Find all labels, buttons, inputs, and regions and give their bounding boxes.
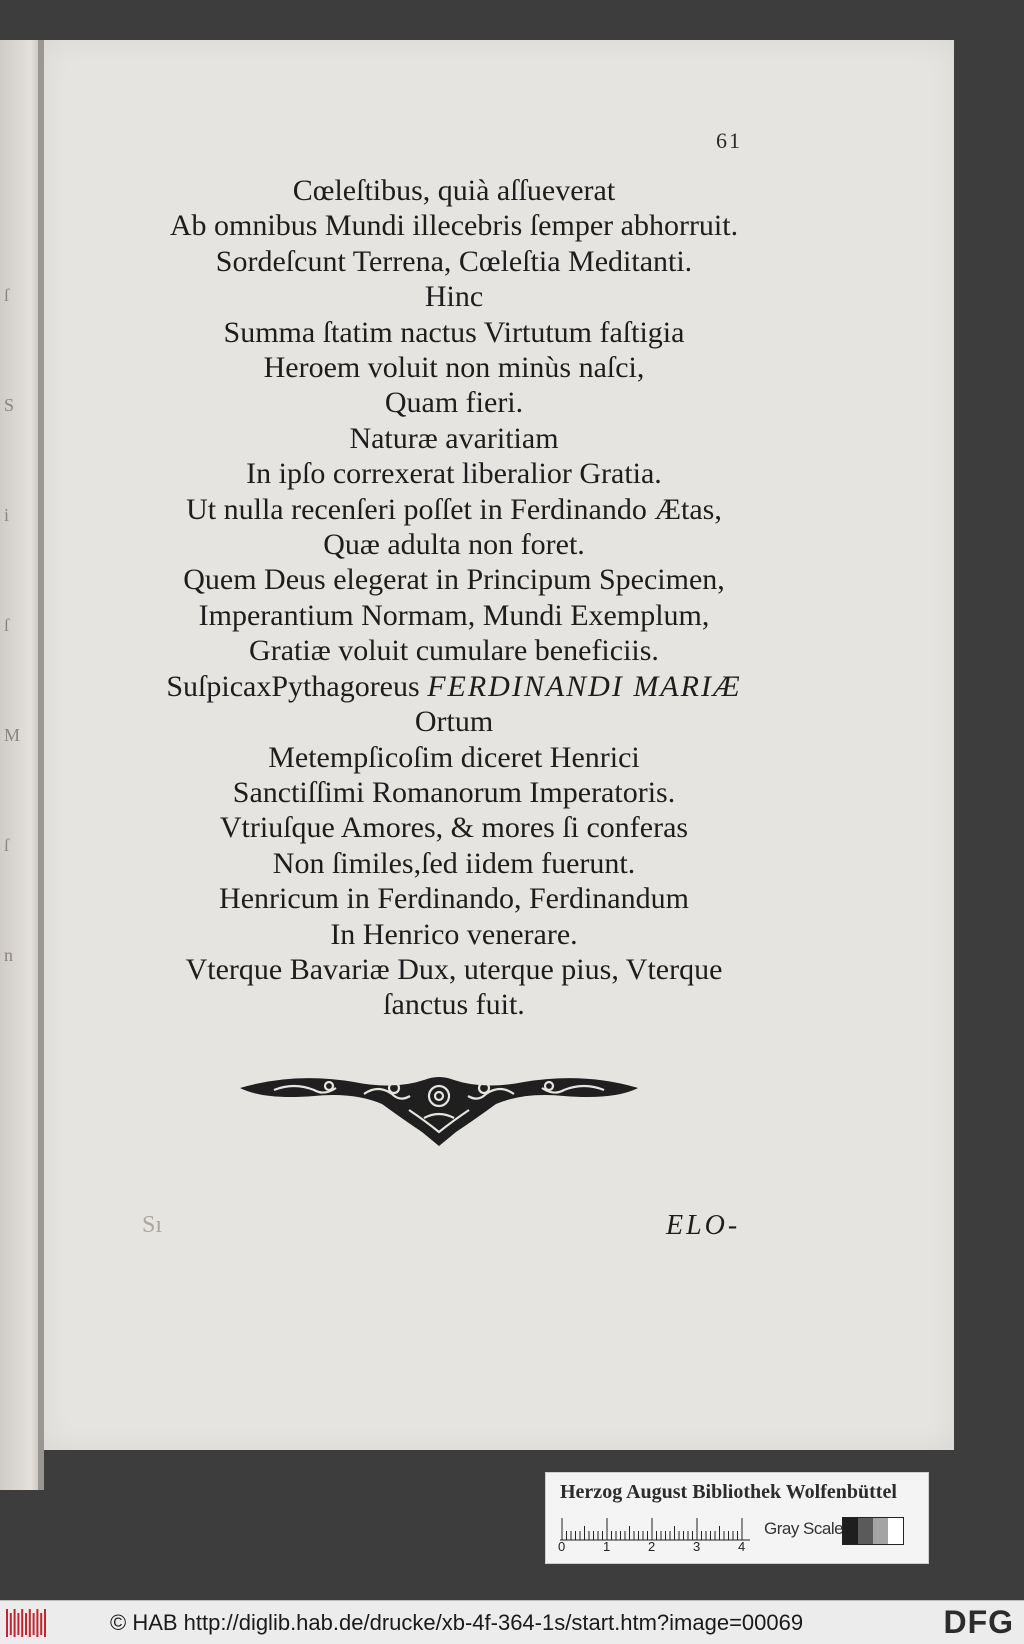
text-line <box>84 775 824 810</box>
text-segment: Ab omnibus Mundi illecebris ſemper abhorruit. <box>169 209 739 243</box>
text-segment: Sanctiſſimi Romanorum Imperatoris. <box>232 775 676 809</box>
footer-bar <box>0 1600 1024 1644</box>
facing-page-fragment: ſ <box>4 615 10 635</box>
text-segment: Summa ſtatim nactus Virtutum faſtigia <box>223 315 685 349</box>
gray-scale-swatches <box>842 1517 904 1545</box>
bleed-through-text: Sı <box>142 1212 163 1238</box>
gray-swatch <box>888 1518 903 1544</box>
text-line <box>84 350 824 385</box>
text-segment: Sordeſcunt Terrena, Cœleſtia Meditanti. <box>215 244 693 278</box>
ruler <box>560 1517 750 1541</box>
gray-swatch <box>858 1518 873 1544</box>
text-line <box>84 173 824 208</box>
catchword: ELO- <box>666 1210 741 1241</box>
facing-page-fragment: M <box>4 725 21 745</box>
text-segment: Quam fieri. <box>384 386 524 420</box>
facing-page-fragment: ſ <box>4 285 10 305</box>
text-line <box>84 598 824 633</box>
ruler-number: 3 <box>693 1539 701 1554</box>
text-segment: In ipſo correxerat liberalior Gratia. <box>246 457 662 491</box>
text-line <box>84 421 824 456</box>
ruler-number: 2 <box>648 1539 656 1554</box>
text-line <box>84 492 824 527</box>
text-segment: Quæ adulta non foret. <box>323 528 585 562</box>
text-segment: Heroem voluit non minùs naſci, <box>263 351 645 385</box>
text-segment: Hinc <box>424 280 484 314</box>
text-segment: Henricum in Ferdinando, Ferdinandum <box>219 882 689 916</box>
gray-swatch <box>843 1518 858 1544</box>
dfg-logo: DFG <box>943 1604 1014 1640</box>
text-segment: FERDINANDI MARIÆ <box>427 669 742 703</box>
text-line <box>84 315 824 350</box>
text-line <box>84 208 824 243</box>
text-segment: Naturæ avaritiam <box>349 421 559 455</box>
text-segment: Ortum <box>414 705 494 739</box>
ruler-number: 1 <box>603 1539 611 1554</box>
gray-scale-card <box>545 1472 929 1564</box>
facing-page-fragment: ſ <box>4 835 10 855</box>
text-segment: SuſpicaxPythagoreus <box>166 669 428 703</box>
ruler-number: 4 <box>738 1539 746 1554</box>
text-segment: Gratiæ voluit cumulare beneficiis. <box>249 634 659 668</box>
text-segment: ſanctus fuit. <box>383 988 525 1022</box>
text-line <box>84 952 824 987</box>
text-segment: Ut nulla recenſeri poſſet in Ferdinando Ætas, <box>186 492 722 526</box>
text-segment: Vtriuſque Amores, & mores ſi conferas <box>219 811 689 845</box>
facing-page-fragment: n <box>4 945 13 965</box>
text-line <box>84 244 824 279</box>
text-line <box>84 810 824 845</box>
facing-page-fragments <box>4 240 34 1010</box>
text-segment: Quem Deus elegerat in Principum Specimen, <box>183 563 725 597</box>
text-line <box>84 669 824 704</box>
page-text <box>84 173 824 1023</box>
text-line <box>84 279 824 314</box>
gray-scale-label: Gray Scale <box>764 1519 844 1538</box>
text-line <box>84 456 824 491</box>
text-segment: Metempſicoſim diceret Henrici <box>268 740 640 774</box>
text-line <box>84 704 824 739</box>
text-line <box>84 740 824 775</box>
text-line <box>84 881 824 916</box>
text-line <box>84 562 824 597</box>
library-name: Herzog August Bibliothek Wolfenbüttel <box>560 1481 897 1503</box>
book-page <box>44 40 954 1450</box>
text-line <box>84 633 824 668</box>
page-number: 61 <box>716 128 742 153</box>
text-segment: Non ſimiles,ſed iidem fuerunt. <box>272 846 636 880</box>
gray-swatch <box>873 1518 888 1544</box>
ruler-number: 0 <box>558 1539 566 1554</box>
text-segment: Cœleſtibus, quià aſſueverat <box>292 174 616 207</box>
text-segment: Imperantium Normam, Mundi Exemplum, <box>198 598 710 632</box>
hab-barcode-logo-icon <box>4 1607 48 1639</box>
text-line <box>84 917 824 952</box>
facing-page-fragment: i <box>4 505 10 525</box>
facing-page-fragment: S <box>4 395 15 415</box>
text-line <box>84 846 824 881</box>
copyright-url: © HAB http://diglib.hab.de/drucke/xb-4f-364-1s/start.htm?image=00069 <box>110 1610 804 1635</box>
text-line <box>84 527 824 562</box>
text-line <box>84 385 824 420</box>
text-segment: In Henrico venerare. <box>330 917 578 951</box>
text-segment: Vterque Bavariæ Dux, uterque pius, Vterque <box>185 952 723 986</box>
tailpiece-ornament <box>234 1060 644 1150</box>
text-line <box>84 987 824 1022</box>
